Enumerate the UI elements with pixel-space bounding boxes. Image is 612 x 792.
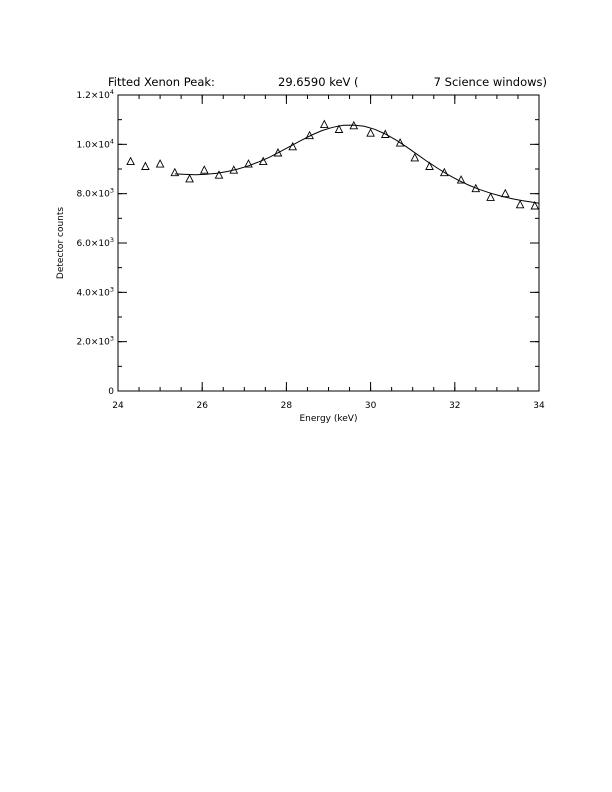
y-tick-label: $6.0\times 10^3$ [76,236,114,249]
data-point [142,163,149,170]
y-tick-label: $4.0\times 10^3$ [76,285,114,299]
data-point [171,169,178,176]
data-point [127,158,134,165]
data-point [502,190,509,197]
data-point [201,166,208,173]
y-tick-label: $8.0\times 10^3$ [76,186,114,200]
data-point [186,175,193,182]
x-tick-label: 24 [112,401,124,411]
x-tick-label: 26 [196,401,208,411]
y-axis-label: Detector counts [56,206,66,280]
y-tick-label: $1.0\times 10^4$ [76,137,114,151]
data-points [127,121,538,209]
x-tick-label: 28 [280,401,293,411]
x-tick-label: 34 [533,401,545,411]
data-point [517,201,524,208]
y-tick-label: 0 [108,387,114,397]
chart-title-energy: 29.6590 keV ( [278,75,359,89]
y-tick-labels [77,88,115,397]
data-point [321,121,328,128]
x-tick-label: 30 [364,401,377,411]
data-point [157,160,164,167]
fit-curve [175,125,539,203]
y-tick-label: $2.0\times 10^3$ [76,334,114,348]
x-tick-labels [112,401,545,411]
plot-frame [118,95,539,391]
data-point [367,129,374,136]
data-point [487,193,494,200]
chart-title-windows: 7 Science windows) [433,75,547,89]
y-tick-label: $1.2\times 10^4$ [76,88,114,101]
x-axis-label: Energy (keV) [299,414,358,424]
chart-title-prefix: Fitted Xenon Peak: [108,75,215,89]
x-tick-label: 32 [449,401,461,411]
axis-ticks [118,95,539,391]
